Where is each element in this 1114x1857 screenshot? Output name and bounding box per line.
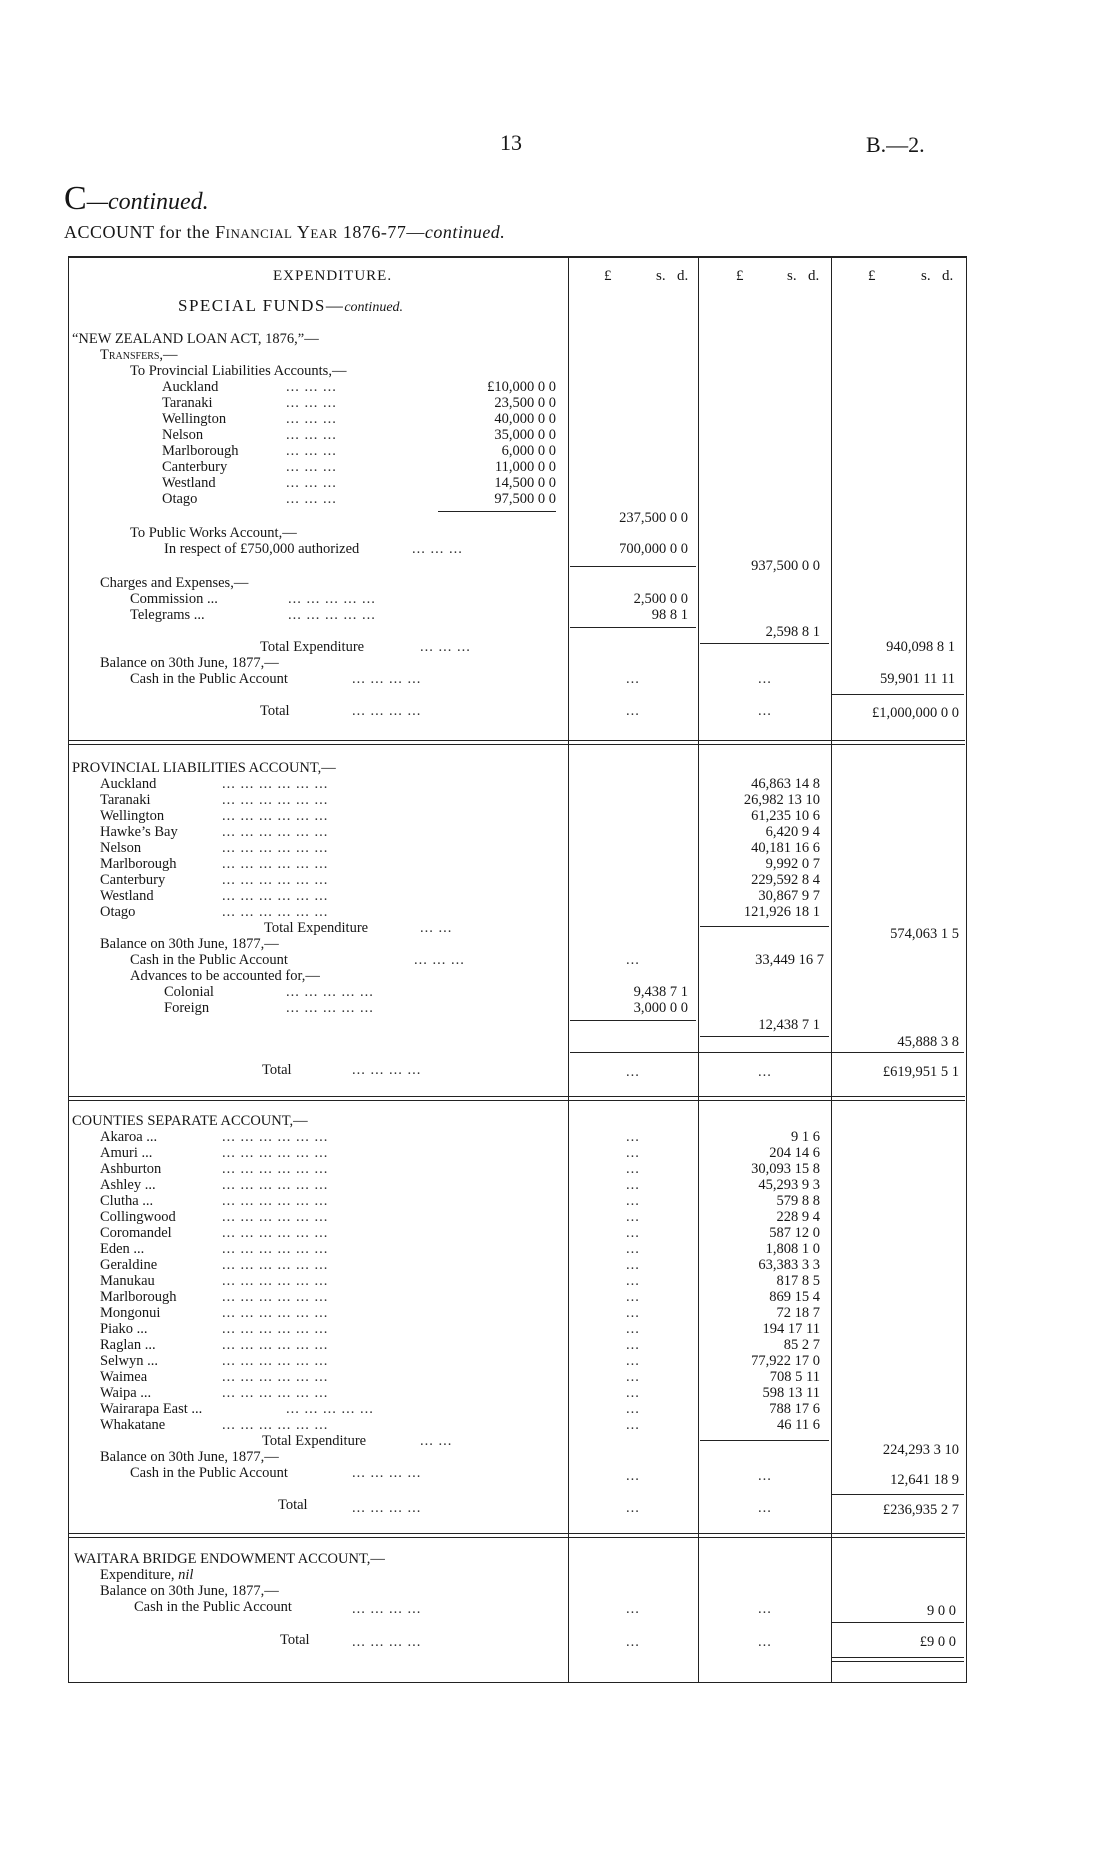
county-item-col1-dots: ... [626,1417,640,1433]
county-item-col1-dots: ... [626,1161,640,1177]
loan-item-leader: ... ... ... [286,443,337,459]
account-subtitle [64,222,505,243]
provincial-item-name: Taranaki [100,792,151,808]
provincial-item-amount: 46,863 14 8 [751,776,820,792]
document-reference: B.—2. [866,132,925,157]
foreign-label: Foreign [164,1000,210,1016]
county-item-name: Waimea [100,1369,148,1385]
loan-section-title: “NEW ZEALAND LOAN ACT, 1876,”— [72,331,319,347]
commission-label: Commission ... [130,591,218,607]
provincial-item-leader: ... ... ... ... ... ... [222,888,329,904]
waitara-total-label: Total [280,1632,310,1648]
provincial-item-leader: ... ... ... ... ... ... [222,776,329,792]
counties-total-expenditure-label: Total Expenditure [262,1433,367,1449]
transfers-rule [570,566,696,567]
county-item-col1-dots: ... [626,1353,640,1369]
schedule-letter: C [64,180,87,217]
provincial-item-name: Wellington [100,808,165,824]
county-item-leader: ... ... ... ... ... ... [222,1337,329,1353]
county-item-leader: ... ... ... ... ... ... [222,1369,329,1385]
page-number: 13 [500,130,522,155]
provincial-item-amount: 121,926 18 1 [743,904,820,920]
provincial-total: £619,951 5 1 [882,1064,959,1080]
county-item-leader: ... ... ... ... ... ... [222,1257,329,1273]
waitara-cash-col2-dots: ... [758,1601,772,1617]
county-item-name: Amuri ... [100,1145,153,1161]
counties-cash-label: Cash in the Public Account [130,1465,288,1481]
counties-balance-label: Balance on 30th June, 1877,— [100,1449,279,1465]
provincial-item-name: Hawke’s Bay [100,824,178,840]
counties-cash-leader: ... ... ... ... [352,1465,422,1481]
county-item-leader: ... ... ... ... ... ... [222,1225,329,1241]
col3-pence-header: d. [942,268,954,284]
col1-pence-header: d. [677,268,689,284]
loan-total-expenditure-leader: ... ... ... [420,639,471,655]
telegrams-label: Telegrams ... [130,607,205,623]
telegrams-amount: 98 8 1 [651,607,688,623]
county-item-name: Piako ... [100,1321,148,1337]
waitara-total-leader: ... ... ... ... [352,1634,422,1650]
provincial-item-amount: 6,420 9 4 [765,824,820,840]
special-funds-continued: continued. [344,300,404,315]
counties-cash-col2-dots: ... [758,1468,772,1484]
provincial-item-leader: ... ... ... ... ... ... [222,904,329,920]
provincial-cash-amount: 33,449 16 7 [755,952,824,968]
provincial-item-leader: ... ... ... ... ... ... [222,872,329,888]
col1-shilling-header: s. [656,268,666,284]
county-item-name: Manukau [100,1273,155,1289]
loan-item-amount: 23,500 0 0 [494,395,556,411]
provincial-total-expenditure-label: Total Expenditure [264,920,369,936]
loan-item-amount: 97,500 0 0 [494,491,556,507]
county-item-amount: 598 13 11 [762,1385,820,1401]
loan-cash-label: Cash in the Public Account [130,671,288,687]
provincial-cash-col1-dots: ... [626,952,640,968]
loan-total-label: Total [260,703,290,719]
county-item-col1-dots: ... [626,1337,640,1353]
loan-item-name: Auckland [162,379,219,395]
loan-item-amount: 40,000 0 0 [494,411,556,427]
county-item-name: Ashley ... [100,1177,156,1193]
loan-item-name: Westland [162,475,216,491]
loan-total: £1,000,000 0 0 [872,705,959,721]
county-item-leader: ... ... ... ... ... ... [222,1417,329,1433]
provincial-total-rule-a [570,1052,964,1053]
loan-item-amount: 11,000 0 0 [494,459,556,475]
provincial-total-expenditure: 574,063 1 5 [890,926,959,942]
loan-item-leader: ... ... ... [286,475,337,491]
loan-cash-col2-dots: ... [758,671,772,687]
county-item-leader: ... ... ... ... ... ... [222,1305,329,1321]
county-item-amount: 1,808 1 0 [765,1241,820,1257]
provincial-total-expenditure-leader: ... ... [420,920,453,936]
provincial-item-amount: 9,992 0 7 [765,856,820,872]
counties-total-expenditure-leader: ... ... [420,1433,453,1449]
charges-rule [570,627,696,628]
loan-item-leader: ... ... ... [286,395,337,411]
col2-shilling-header: s. [787,268,797,284]
charges-heading: Charges and Expenses,— [100,575,249,591]
county-item-leader: ... ... ... ... ... ... [222,1289,329,1305]
subtitle-part-b: Financial Year [215,222,338,242]
special-funds-header [178,298,403,316]
loan-item-name: Marlborough [162,443,239,459]
provincial-item-name: Canterbury [100,872,166,888]
waitara-section-title: WAITARA BRIDGE ENDOWMENT ACCOUNT,— [74,1551,385,1567]
loan-item-leader: ... ... ... [286,491,337,507]
loan-item-leader: ... ... ... [286,411,337,427]
county-item-name: Collingwood [100,1209,176,1225]
col2-pound-header: £ [736,268,744,284]
loan-total-expenditure: 940,098 8 1 [886,639,955,655]
colonial-label: Colonial [164,984,214,1000]
provincial-cash-label: Cash in the Public Account [130,952,288,968]
counties-total-rule [832,1494,964,1495]
county-item-amount: 708 5 11 [769,1369,820,1385]
loan-item-leader: ... ... ... [286,379,337,395]
county-item-amount: 30,093 15 8 [751,1161,820,1177]
column-divider-1 [568,256,569,1682]
provincial-item-name: Auckland [100,776,157,792]
waitara-cash-leader: ... ... ... ... [352,1601,422,1617]
county-item-col1-dots: ... [626,1177,640,1193]
waitara-cash-label: Cash in the Public Account [134,1599,292,1615]
charges-total: 2,598 8 1 [765,624,820,640]
provincial-item-amount: 26,982 13 10 [743,792,820,808]
advances-total: 12,438 7 1 [758,1017,820,1033]
provincial-item-amount: 61,235 10 6 [751,808,820,824]
loan-cash-leader: ... ... ... ... [352,671,422,687]
col1-pound-header: £ [604,268,612,284]
county-item-name: Akaroa ... [100,1129,158,1145]
provincial-balance-total: 45,888 3 8 [897,1034,959,1050]
provincial-item-leader: ... ... ... ... ... ... [222,824,329,840]
col3-pound-header: £ [868,268,876,284]
county-item-col1-dots: ... [626,1257,640,1273]
county-item-col1-dots: ... [626,1401,640,1417]
provincial-section-divider [68,1096,965,1101]
schedule-title [64,180,209,218]
loan-cash-col1-dots: ... [626,671,640,687]
subtitle-part-c: 1876-77— [337,222,425,242]
provincial-item-leader: ... ... ... ... ... ... [222,792,329,808]
loan-provincial-subtotal: 237,500 0 0 [619,510,688,526]
waitara-cash-col1-dots: ... [626,1601,640,1617]
column-divider-3 [831,256,832,1682]
county-item-col1-dots: ... [626,1129,640,1145]
counties-total-expenditure: 224,293 3 10 [882,1442,959,1458]
county-item-amount: 817 8 5 [776,1273,820,1289]
loan-expenditure-rule [700,643,829,644]
waitara-cash-amount: 9 0 0 [927,1603,956,1619]
provincial-item-leader: ... ... ... ... ... ... [222,856,329,872]
waitara-total: £9 0 0 [919,1634,956,1650]
county-item-leader: ... ... ... ... ... ... [222,1193,329,1209]
loan-section-divider [68,740,965,745]
county-item-name: Coromandel [100,1225,172,1241]
county-item-leader: ... ... ... ... ... ... [222,1145,329,1161]
county-item-leader: ... ... ... ... ... ... [222,1129,329,1145]
counties-total-label: Total [278,1497,308,1513]
county-item-col1-dots: ... [626,1273,640,1289]
advances-rule [570,1020,696,1021]
county-item-col1-dots: ... [626,1225,640,1241]
subtitle-part-d: continued. [424,222,506,242]
waitara-balance-label: Balance on 30th June, 1877,— [100,1583,279,1599]
county-item-leader: ... ... ... ... ... ... [222,1273,329,1289]
transfers-heading: Transfers,— [100,347,178,363]
loan-item-name: Nelson [162,427,204,443]
provincial-balance-label: Balance on 30th June, 1877,— [100,936,279,952]
loan-total-col2-dots: ... [758,703,772,719]
county-item-name: Whakatane [100,1417,166,1433]
counties-total-col1-dots: ... [626,1500,640,1516]
counties-total-leader: ... ... ... ... [352,1500,422,1516]
counties-section-divider [68,1533,965,1538]
waitara-expenditure-label: Expenditure, [100,1567,179,1583]
loan-total-expenditure-label: Total Expenditure [260,639,365,655]
loan-item-amount: 6,000 0 0 [501,443,556,459]
advances-col2-rule [700,1036,829,1037]
counties-section-title: COUNTIES SEPARATE ACCOUNT,— [72,1113,308,1129]
waitara-total-col1-dots: ... [626,1634,640,1650]
county-item-amount: 85 2 7 [783,1337,820,1353]
county-item-name: Geraldine [100,1257,158,1273]
loan-total-rule [832,694,964,695]
county-item-col1-dots: ... [626,1145,640,1161]
provincial-item-name: Marlborough [100,856,177,872]
advances-label: Advances to be accounted for,— [130,968,320,984]
county-item-amount: 194 17 11 [762,1321,820,1337]
county-item-leader: ... ... ... ... ... ... [222,1353,329,1369]
public-works-heading: To Public Works Account,— [130,525,297,541]
telegrams-leader: ... ... ... ... ... [288,607,376,623]
county-item-name: Wairarapa East ... [100,1401,203,1417]
loan-item-name: Otago [162,491,198,507]
county-item-name: Ashburton [100,1161,162,1177]
provincial-accounts-heading: To Provincial Liabilities Accounts,— [130,363,347,379]
county-item-amount: 228 9 4 [776,1209,820,1225]
county-item-amount: 869 15 4 [769,1289,820,1305]
provincial-items-rule [700,926,829,927]
provincial-section-title: PROVINCIAL LIABILITIES ACCOUNT,— [72,760,336,776]
provincial-total-leader: ... ... ... ... [352,1062,422,1078]
loan-items-rule [438,511,556,512]
subtitle-part-a: ACCOUNT for the [64,222,216,242]
provincial-item-amount: 40,181 16 6 [751,840,820,856]
loan-item-leader: ... ... ... [286,459,337,475]
county-item-leader: ... ... ... ... ... ... [222,1385,329,1401]
county-item-amount: 587 12 0 [769,1225,820,1241]
foreign-leader: ... ... ... ... ... [286,1000,374,1016]
commission-leader: ... ... ... ... ... [288,591,376,607]
foreign-amount: 3,000 0 0 [633,1000,688,1016]
provincial-total-col1-dots: ... [626,1064,640,1080]
provincial-item-name: Otago [100,904,136,920]
provincial-total-col2-dots: ... [758,1064,772,1080]
loan-item-amount: 35,000 0 0 [494,427,556,443]
county-item-col1-dots: ... [626,1193,640,1209]
county-item-col1-dots: ... [626,1305,640,1321]
schedule-continued: —continued. [86,189,209,215]
county-item-leader: ... ... ... ... ... ... [222,1161,329,1177]
public-works-amount: 700,000 0 0 [619,541,688,557]
expenditure-header: EXPENDITURE. [273,268,393,284]
counties-total-col2-dots: ... [758,1500,772,1516]
loan-item-name: Canterbury [162,459,228,475]
loan-item-leader: ... ... ... [286,427,337,443]
loan-item-name: Wellington [162,411,227,427]
col3-shilling-header: s. [921,268,931,284]
waitara-section-divider [832,1657,964,1662]
county-item-amount: 579 8 8 [776,1193,820,1209]
counties-total: £236,935 2 7 [882,1502,959,1518]
county-item-amount: 46 11 6 [777,1417,820,1433]
counties-cash-col1-dots: ... [626,1468,640,1484]
provincial-item-amount: 229,592 8 4 [751,872,820,888]
provincial-cash-leader: ... ... ... [414,952,465,968]
county-item-amount: 77,922 17 0 [751,1353,820,1369]
county-item-col1-dots: ... [626,1209,640,1225]
county-item-amount: 9 1 6 [791,1129,820,1145]
county-item-col1-dots: ... [626,1289,640,1305]
loan-total-col1-dots: ... [626,703,640,719]
county-item-leader: ... ... ... ... ... ... [222,1241,329,1257]
loan-item-amount: 14,500 0 0 [494,475,556,491]
provincial-item-leader: ... ... ... ... ... ... [222,840,329,856]
waitara-expenditure-value: nil [178,1567,194,1583]
county-item-col1-dots: ... [626,1385,640,1401]
county-item-name: Raglan ... [100,1337,156,1353]
colonial-amount: 9,438 7 1 [633,984,688,1000]
counties-cash-amount: 12,641 18 9 [890,1472,959,1488]
county-item-name: Clutha ... [100,1193,154,1209]
county-item-name: Mongonui [100,1305,161,1321]
county-item-amount: 45,293 9 3 [758,1177,820,1193]
waitara-total-col2-dots: ... [758,1634,772,1650]
county-item-amount: 72 18 7 [776,1305,820,1321]
public-works-leader: ... ... ... [412,541,463,557]
county-item-amount: 788 17 6 [769,1401,820,1417]
county-item-leader: ... ... ... ... ... [286,1401,374,1417]
loan-cash-amount: 59,901 11 11 [879,671,955,687]
provincial-total-label: Total [262,1062,292,1078]
county-item-leader: ... ... ... ... ... ... [222,1321,329,1337]
commission-amount: 2,500 0 0 [633,591,688,607]
county-item-name: Waipa ... [100,1385,152,1401]
provincial-item-name: Nelson [100,840,142,856]
colonial-leader: ... ... ... ... ... [286,984,374,1000]
col2-pence-header: d. [808,268,820,284]
waitara-expenditure [100,1567,193,1583]
county-item-name: Selwyn ... [100,1353,158,1369]
provincial-item-amount: 30,867 9 7 [758,888,820,904]
county-item-col1-dots: ... [626,1241,640,1257]
provincial-item-leader: ... ... ... ... ... ... [222,808,329,824]
loan-total-leader: ... ... ... ... [352,703,422,719]
county-item-name: Eden ... [100,1241,145,1257]
provincial-item-name: Westland [100,888,154,904]
county-item-name: Marlborough [100,1289,177,1305]
loan-item-name: Taranaki [162,395,213,411]
county-item-leader: ... ... ... ... ... ... [222,1209,329,1225]
county-item-leader: ... ... ... ... ... ... [222,1177,329,1193]
county-item-amount: 63,383 3 3 [758,1257,820,1273]
counties-items-rule [700,1440,829,1441]
special-funds-label: SPECIAL FUNDS— [178,296,345,315]
county-item-col1-dots: ... [626,1369,640,1385]
public-works-respect: In respect of £750,000 authorized [164,541,360,557]
waitara-total-rule [832,1622,964,1623]
county-item-amount: 204 14 6 [769,1145,820,1161]
loan-balance-label: Balance on 30th June, 1877,— [100,655,279,671]
transfers-total: 937,500 0 0 [751,558,820,574]
column-divider-2 [698,256,699,1682]
loan-item-amount: £10,000 0 0 [487,379,556,395]
county-item-col1-dots: ... [626,1321,640,1337]
